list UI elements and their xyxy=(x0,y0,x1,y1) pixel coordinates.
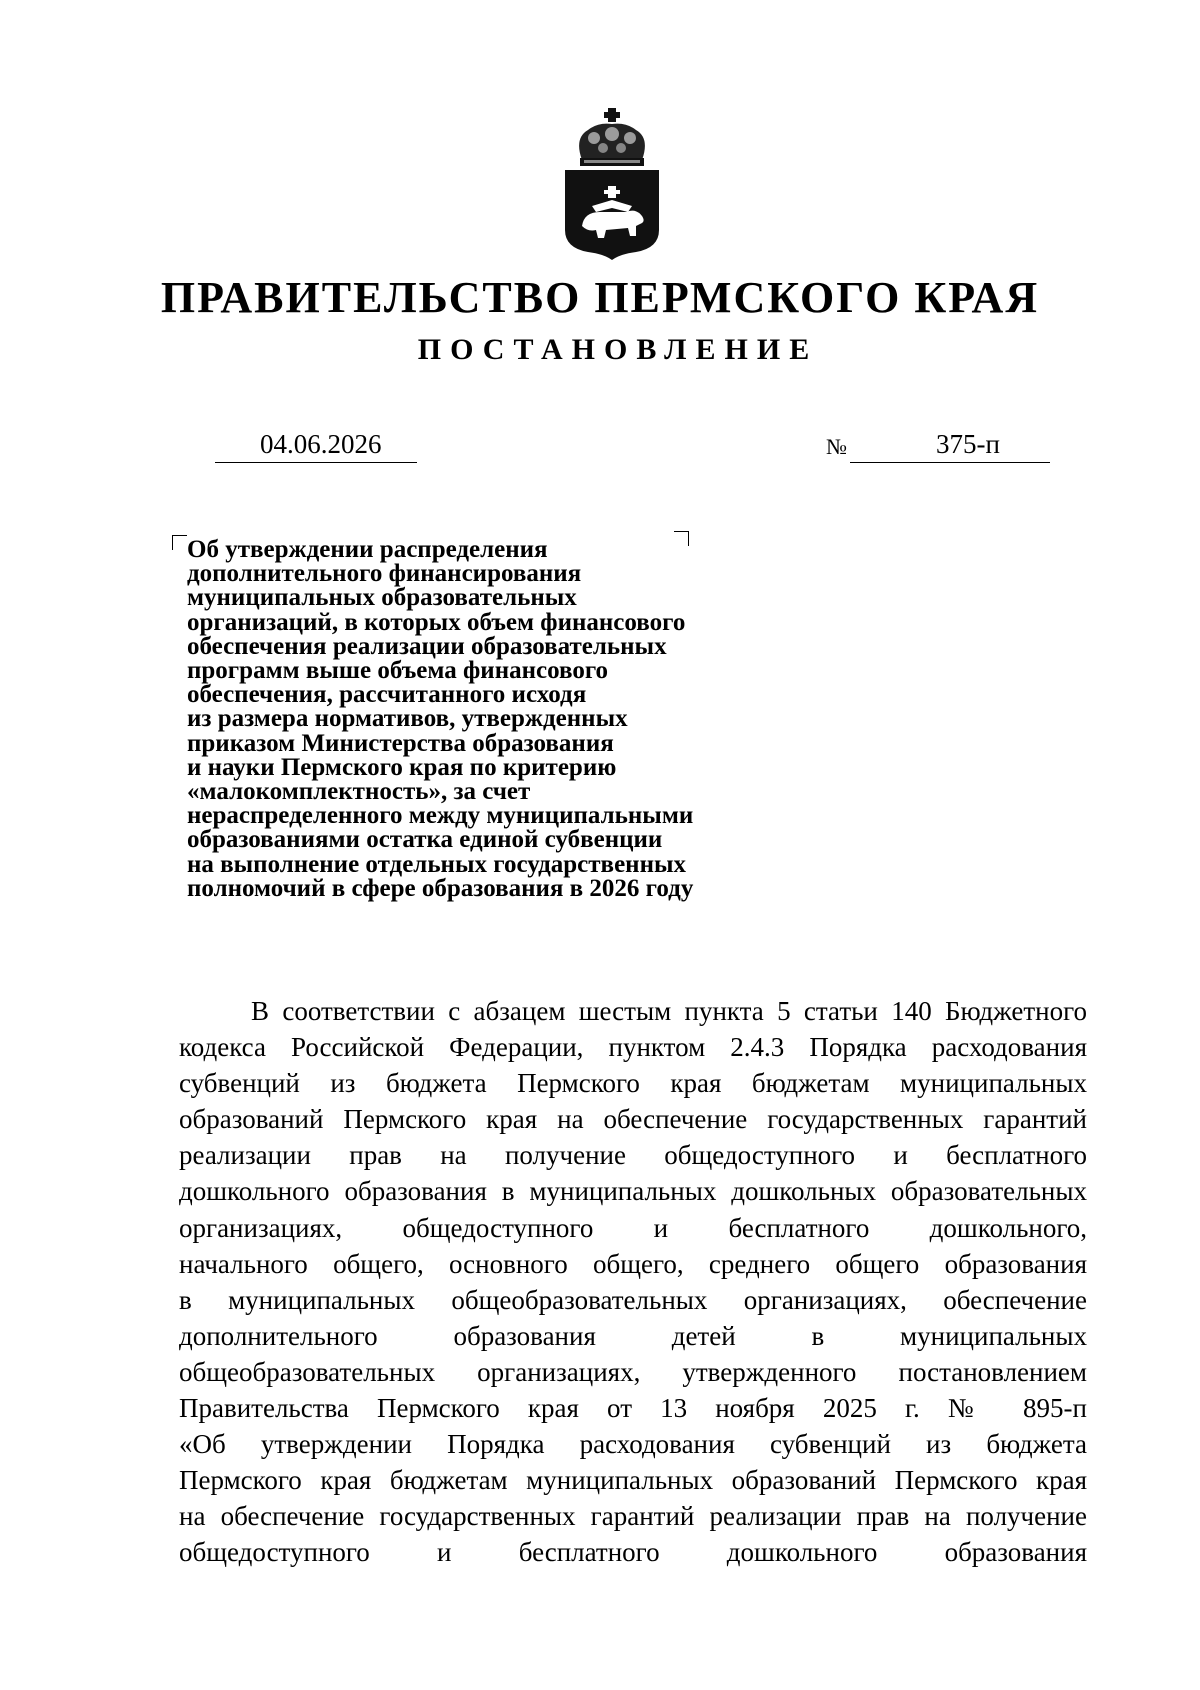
subject-line: из размера нормативов, утвержденных xyxy=(187,705,628,733)
document-date: 04.06.2026 xyxy=(260,429,382,459)
body-line: дошкольного образования в муниципальных дошкольных образовательных xyxy=(179,1176,1087,1207)
subject-line: и науки Пермского края по критерию xyxy=(187,753,617,781)
subject-line: обеспечения, рассчитанного исходя xyxy=(187,681,587,709)
body-line: кодекса Российской Федерации, пунктом 2.4.3 Порядка расходования xyxy=(179,1032,1087,1063)
subject-bracket-left xyxy=(172,535,187,550)
body-line: В соответствии с абзацем шестым пункта 5 статьи 140 Бюджетного xyxy=(251,996,1087,1026)
body-line: в муниципальных общеобразовательных организациях, обеспечение xyxy=(179,1284,1087,1315)
body-line: дополнительного образования детей в муниципальных xyxy=(179,1320,1087,1351)
subject-line: муниципальных образовательных xyxy=(187,584,577,612)
document-number-field xyxy=(826,426,1050,462)
body-line: Правительства Пермского края от 13 ноября 2025 г. № 895-п xyxy=(179,1393,1087,1424)
subject-line: нераспределенного между муниципальными xyxy=(187,802,694,830)
body-line: общеобразовательных организациях, утвержденного постановлением xyxy=(179,1356,1087,1387)
subject-line: полномочий в сфере образования в 2026 году xyxy=(187,874,694,902)
document-date-field xyxy=(215,426,417,463)
body-line: образований Пермского края на обеспечение государственных гарантий xyxy=(179,1104,1087,1135)
subject-line: приказом Министерства образования xyxy=(187,729,614,757)
subject-line: обеспечения реализации образовательных xyxy=(187,632,667,660)
body-line: начального общего, основного общего, среднего общего образования xyxy=(179,1248,1087,1279)
number-sign: № xyxy=(826,434,847,459)
document-kind: ПОСТАНОВЛЕНИЕ xyxy=(417,333,819,366)
subject-line: программ выше объема финансового xyxy=(187,657,609,685)
document-number: 375-п xyxy=(936,429,1000,459)
subject-line: организаций, в которых объем финансового xyxy=(187,608,686,636)
body-line: субвенций из бюджета Пермского края бюджетам муниципальных xyxy=(179,1068,1087,1099)
subject-line: дополнительного финансирования xyxy=(187,560,582,588)
government-title: ПРАВИТЕЛЬСТВО ПЕРМСКОГО КРАЯ xyxy=(160,273,1040,322)
document-subject xyxy=(187,538,787,901)
number-underline xyxy=(850,426,1050,463)
subject-line: Об утверждении распределения xyxy=(187,536,548,563)
body-line: «Об утверждении Порядка расходования субвенций из бюджета xyxy=(179,1429,1087,1460)
document-body xyxy=(179,993,1087,1571)
coat-of-arms-icon xyxy=(562,108,662,260)
body-line: Пермского края бюджетам муниципальных образований Пермского края xyxy=(179,1465,1087,1496)
body-line: на обеспечение государственных гарантий реализации прав на получение xyxy=(179,1501,1087,1532)
subject-line: на выполнение отдельных государственных xyxy=(187,850,686,878)
subject-line: образованиями остатка единой субвенции xyxy=(187,826,663,854)
body-line: общедоступного и бесплатного дошкольного образования xyxy=(179,1537,1087,1568)
subject-line: «малокомплектность», за счет xyxy=(187,778,531,806)
body-line: организациях, общедоступного и бесплатного дошкольного, xyxy=(179,1212,1087,1243)
body-line: реализации прав на получение общедоступного и бесплатного xyxy=(179,1140,1087,1171)
